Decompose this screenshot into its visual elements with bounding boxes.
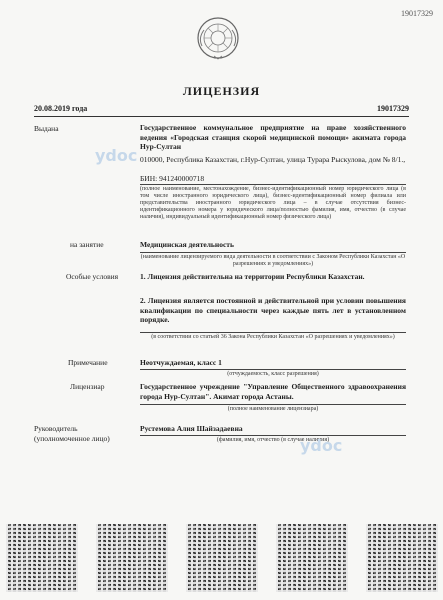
- divider: [140, 404, 406, 405]
- date-number-row: [34, 104, 409, 117]
- issue-date: 20.08.2019 года: [34, 104, 88, 113]
- qr-code: [276, 524, 348, 592]
- licensor-label: Лицензиар: [70, 382, 105, 391]
- activity-label: на занятие: [70, 240, 104, 249]
- issued-label: Выдана: [34, 124, 59, 133]
- issued-note: (полное наименование, местонахождение, бизнес-идентификационный номер юридического лица (в том числе иностранного юридического лица), бизнес-идентификационный номер филиала или представительства иностранного юридического лица – в случае отсутствия бизнес-идентификационного номера у юридического лица/полностью фамилия, имя, отчество (в случае наличия), индивидуальный идентификационный номер физического лица): [140, 186, 406, 220]
- remark-label: Примечание: [68, 358, 108, 367]
- state-emblem-icon: [196, 16, 240, 60]
- issued-bin: БИН: 941240000718: [140, 174, 205, 183]
- qr-code: [96, 524, 168, 592]
- divider: [140, 184, 406, 185]
- qr-code: [186, 524, 258, 592]
- conditions-note: (в соответствии со статьей 36 Закона Республики Казахстан «О разрешениях и уведомлениях»): [151, 334, 395, 340]
- licensor-note: (полное наименование лицензиара): [227, 406, 319, 412]
- issued-org: Государственное коммунальное предприятие на праве хозяйственного ведения «Городская станция скорой медицинской помощи» акимата города Нур-Султан: [140, 123, 406, 151]
- divider: [140, 252, 406, 253]
- document-number-top: 19017329: [401, 9, 433, 18]
- head-label: Руководитель: [34, 424, 78, 433]
- conditions-label: Особые условия: [66, 272, 119, 281]
- licensor-value: Государственное учреждение "Управление Общественного здравоохранения города Нур-Султан". Акимат города Астаны.: [140, 382, 406, 401]
- divider: [140, 435, 406, 436]
- watermark: ydoc: [300, 436, 343, 455]
- condition-1: 1. Лицензия действительна на территории Республики Казахстан.: [140, 272, 365, 281]
- remark-note: (отчуждаемость, класс разрешения): [227, 371, 319, 377]
- head-note: (фамилия, имя, отчество (в случае наличия): [216, 437, 330, 443]
- license-number: 19017329: [377, 104, 409, 113]
- head-label-sub: (уполномоченное лицо): [34, 434, 110, 443]
- document-title: ЛИЦЕНЗИЯ: [182, 84, 261, 98]
- remark-value: Неотчуждаемая, класс 1: [140, 358, 222, 367]
- qr-code: [366, 524, 438, 592]
- activity-note: (наименование лицензируемого вида деятельности в соответствии с Законом Республики Казахстан «О разрешениях и уведомлениях»): [140, 254, 406, 267]
- condition-2: 2. Лицензия является постоянной и действительной при условии повышения квалификации по специальности через каждые пять лет в установленном порядке.: [140, 296, 406, 324]
- activity-value: Медицинская деятельность: [140, 240, 234, 249]
- watermark: ydoc: [95, 146, 138, 165]
- qr-code: [6, 524, 78, 592]
- head-value: Рустемова Алия Шайзадаевна: [140, 424, 243, 433]
- divider: [140, 332, 406, 333]
- issued-address: 010000, Республика Казахстан, г.Нур-Султан, улица Турара Рыскулова, дом № 8/1.,: [140, 155, 406, 164]
- divider: [140, 369, 406, 370]
